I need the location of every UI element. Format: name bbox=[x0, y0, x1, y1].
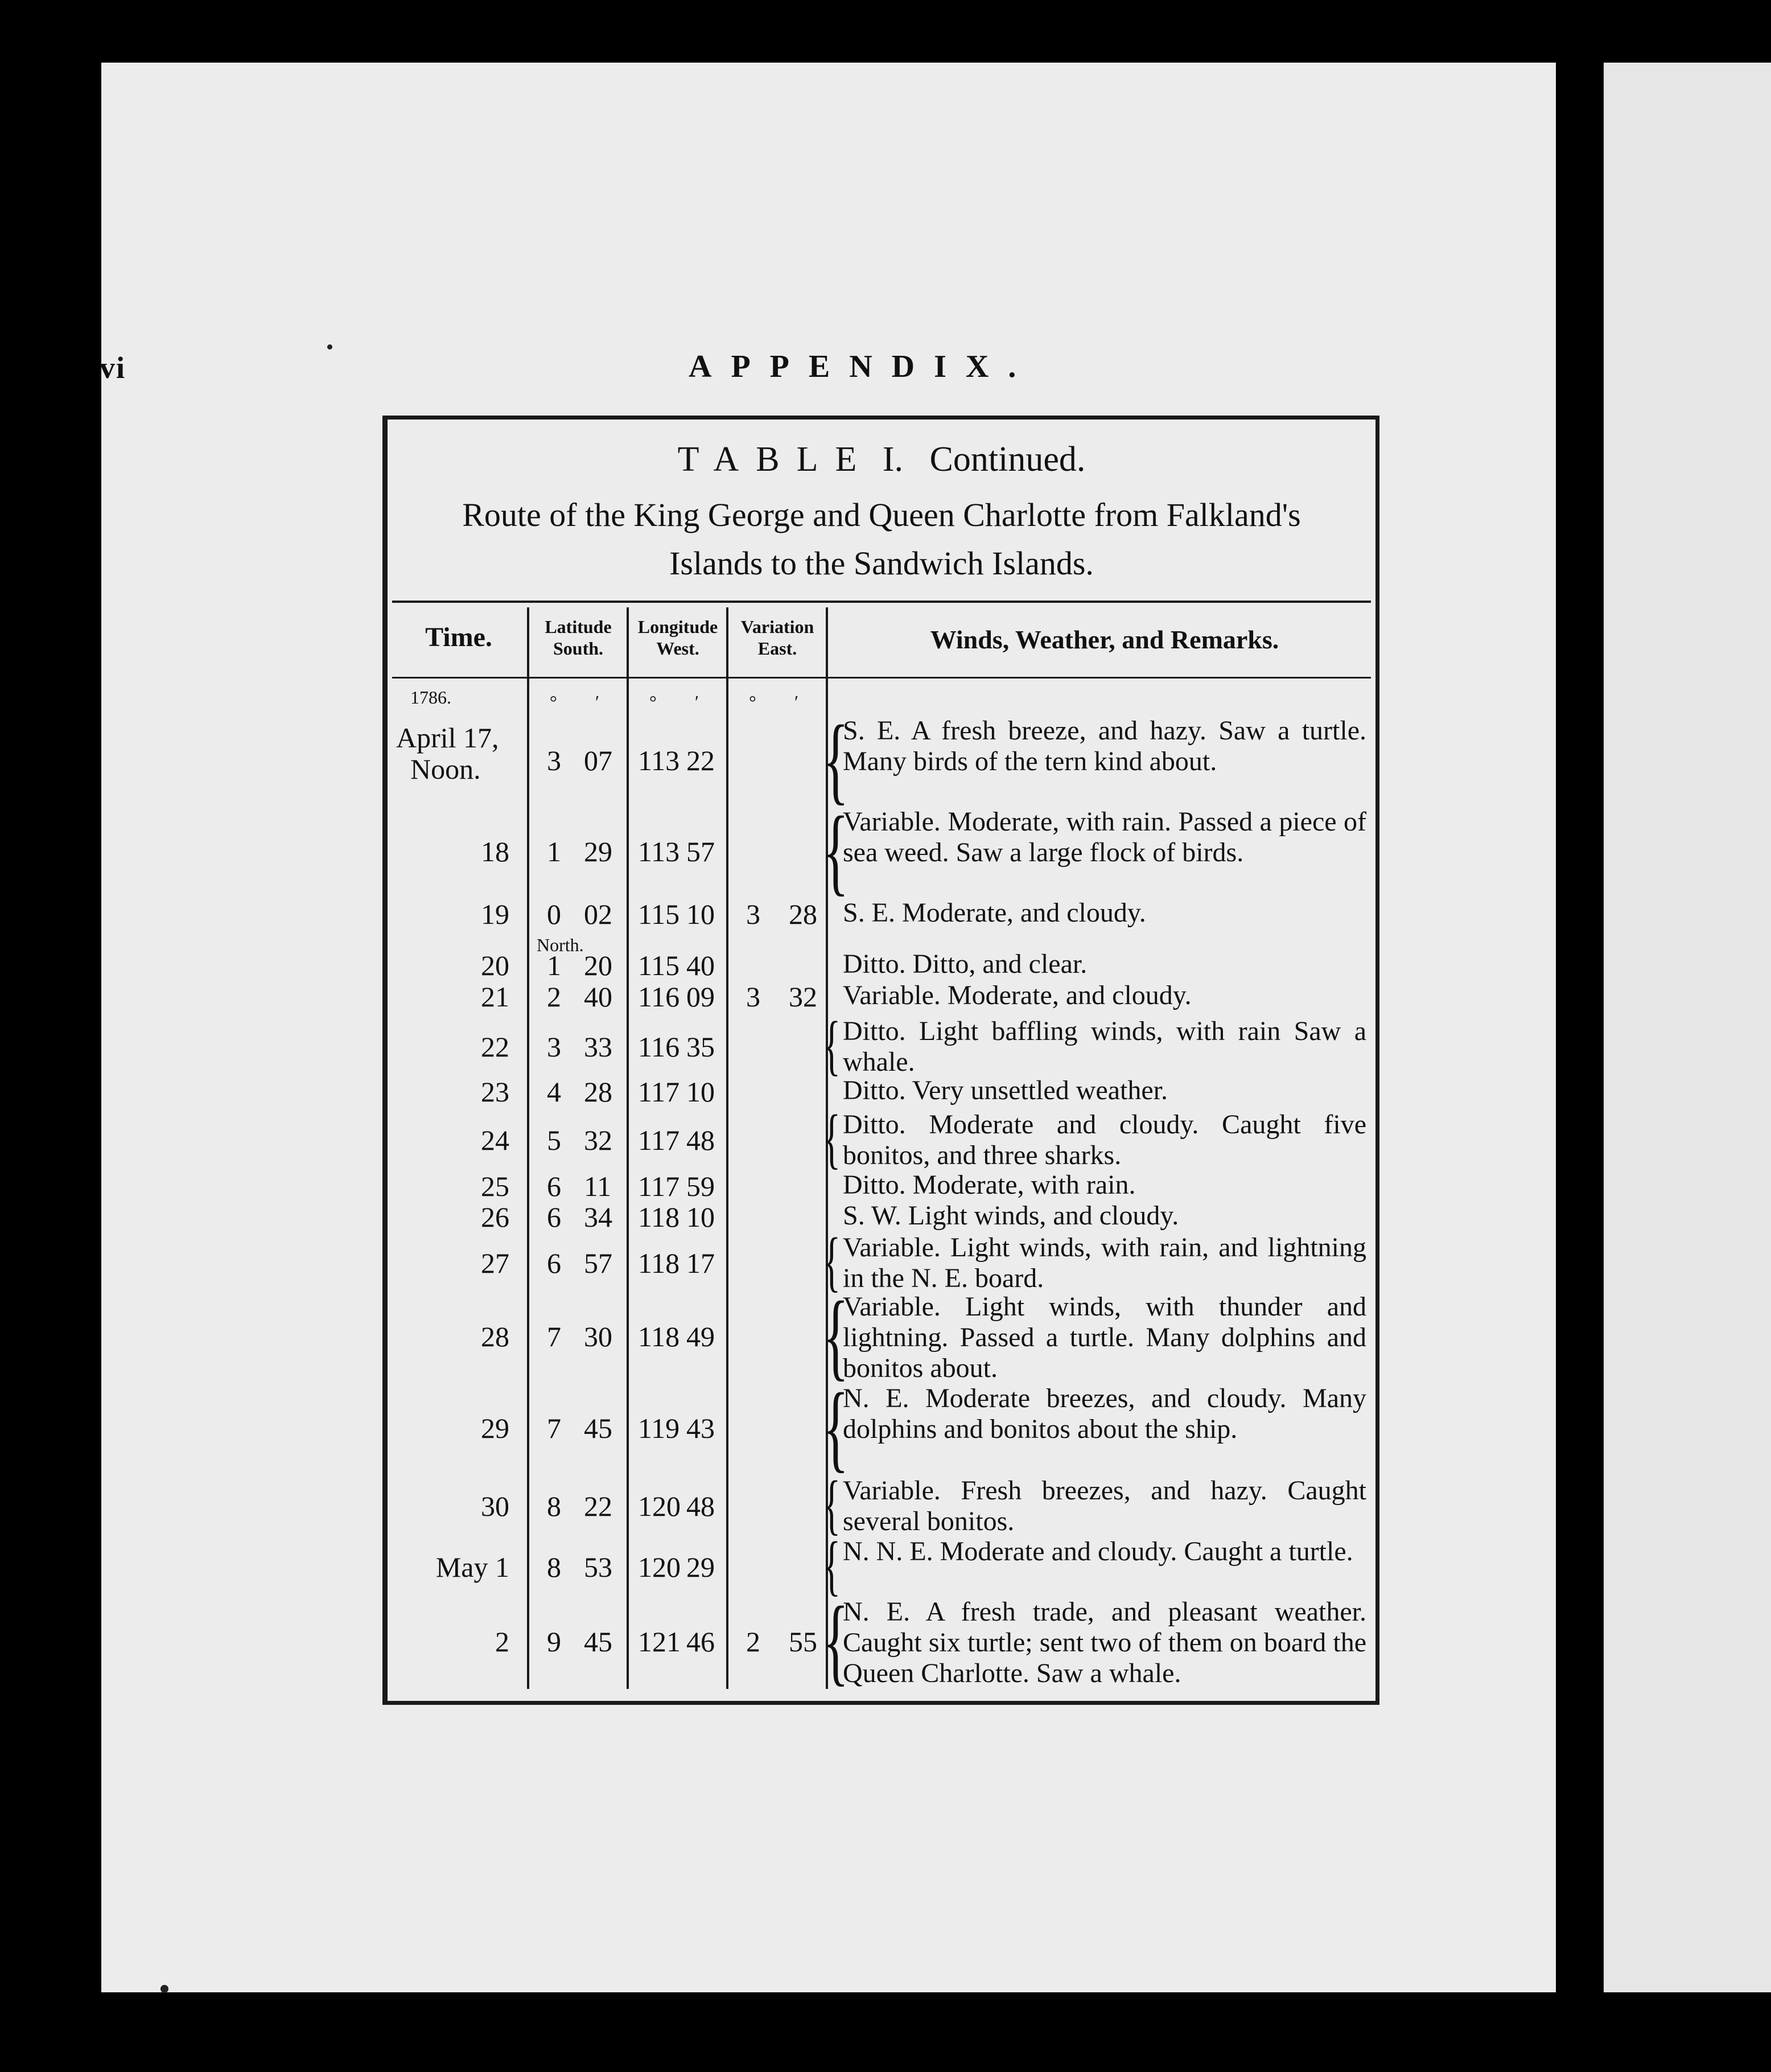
remark-cell: Variable. Fresh breezes, and hazy. Caught several bonitos. bbox=[843, 1475, 1366, 1536]
variation-degrees: 3 bbox=[746, 981, 760, 1013]
longitude-degrees: 117 bbox=[638, 1076, 680, 1108]
time-cell: 23 bbox=[481, 1076, 509, 1108]
time-cell-2: Noon. bbox=[410, 753, 481, 785]
brace-glyph: { bbox=[823, 1008, 841, 1082]
longitude-degrees: 120 bbox=[638, 1551, 681, 1583]
latitude-degrees: 3 bbox=[547, 745, 561, 776]
degree-mark: ° bbox=[550, 692, 557, 712]
minute-mark: ′ bbox=[794, 692, 798, 712]
minute-mark: ′ bbox=[595, 692, 599, 712]
header-rule-top bbox=[392, 601, 1371, 603]
brace-glyph: { bbox=[823, 1587, 849, 1695]
longitude-degrees: 117 bbox=[638, 1124, 680, 1156]
brace-glyph: { bbox=[823, 797, 849, 905]
latitude-minutes: 34 bbox=[584, 1201, 612, 1233]
degree-mark: ° bbox=[649, 692, 657, 712]
time-cell: 27 bbox=[481, 1247, 509, 1279]
latitude-degrees: 3 bbox=[547, 1031, 561, 1063]
time-cell: 20 bbox=[481, 949, 509, 981]
latitude-degrees: 1 bbox=[547, 949, 561, 981]
col-remarks-header: Winds, Weather, and Remarks. bbox=[930, 625, 1279, 654]
longitude-degrees: 118 bbox=[638, 1201, 680, 1233]
remark-cell: Ditto. Very unsettled weather. bbox=[843, 1075, 1168, 1105]
variation-minutes: 32 bbox=[789, 981, 817, 1013]
time-cell: April 17, bbox=[396, 722, 499, 754]
column-divider bbox=[627, 607, 629, 1689]
remark-cell: S. W. Light winds, and cloudy. bbox=[843, 1201, 1179, 1231]
facing-page-edge bbox=[1604, 63, 1771, 1992]
subtitle-line-1: Route of the King George and Queen Charlotte from Falkland's bbox=[462, 496, 1301, 533]
table-title bbox=[388, 439, 1375, 480]
longitude-degrees: 120 bbox=[638, 1490, 681, 1522]
latitude-minutes: 29 bbox=[584, 836, 612, 868]
year-label: 1786. bbox=[410, 687, 451, 708]
longitude-minutes: 48 bbox=[686, 1124, 715, 1156]
variation-degrees: 2 bbox=[746, 1626, 760, 1658]
minute-mark: ′ bbox=[695, 692, 699, 712]
latitude-minutes: 22 bbox=[584, 1490, 612, 1522]
latitude-minutes: 02 bbox=[584, 898, 612, 930]
latitude-minutes: 33 bbox=[584, 1031, 612, 1063]
longitude-minutes: 17 bbox=[686, 1247, 715, 1279]
variation-minutes: 55 bbox=[789, 1626, 817, 1658]
longitude-degrees: 117 bbox=[638, 1170, 680, 1202]
longitude-minutes: 29 bbox=[686, 1551, 715, 1583]
time-cell: 2 bbox=[495, 1626, 509, 1658]
latitude-degrees: 2 bbox=[547, 981, 561, 1013]
remark-cell: Variable. Moderate, and cloudy. bbox=[843, 980, 1192, 1010]
remark-cell: S. E. A fresh breeze, and hazy. Saw a turtle. Many birds of the tern kind about. bbox=[843, 716, 1366, 776]
latitude-degrees: 4 bbox=[547, 1076, 561, 1108]
time-cell: 26 bbox=[481, 1201, 509, 1233]
longitude-degrees: 121 bbox=[638, 1626, 681, 1658]
remark-cell: Variable. Light winds, with thunder and lightning. Passed a turtle. Many dolphins and bonitos about. bbox=[843, 1292, 1366, 1383]
time-cell: 30 bbox=[481, 1490, 509, 1522]
latitude-degrees: 6 bbox=[547, 1247, 561, 1279]
longitude-minutes: 22 bbox=[686, 745, 715, 776]
latitude-degrees: 7 bbox=[547, 1412, 561, 1444]
page-number: vi bbox=[100, 351, 126, 385]
col-variation-header: Variation East. bbox=[740, 616, 814, 659]
longitude-degrees: 119 bbox=[638, 1412, 680, 1444]
longitude-minutes: 09 bbox=[686, 981, 715, 1013]
time-cell: 24 bbox=[481, 1124, 509, 1156]
latitude-degrees: 8 bbox=[547, 1551, 561, 1583]
remark-cell: S. E. Moderate, and cloudy. bbox=[843, 898, 1146, 928]
longitude-degrees: 116 bbox=[638, 1031, 680, 1063]
time-cell: 29 bbox=[481, 1412, 509, 1444]
remark-cell: Variable. Moderate, with rain. Passed a piece of sea weed. Saw a large flock of birds. bbox=[843, 807, 1366, 868]
remark-cell: Ditto. Moderate, with rain. bbox=[843, 1170, 1136, 1200]
title-number: I. bbox=[882, 440, 904, 479]
column-divider bbox=[527, 607, 529, 1689]
latitude-minutes: 57 bbox=[584, 1247, 612, 1279]
time-cell: 22 bbox=[481, 1031, 509, 1063]
latitude-minutes: 45 bbox=[584, 1412, 612, 1444]
latitude-degrees: 8 bbox=[547, 1490, 561, 1522]
degree-mark: ° bbox=[749, 692, 756, 712]
remark-cell: Variable. Light winds, with rain, and lightning in the N. E. board. bbox=[843, 1232, 1366, 1293]
latitude-minutes: 32 bbox=[584, 1124, 612, 1156]
longitude-degrees: 115 bbox=[638, 898, 680, 930]
longitude-degrees: 116 bbox=[638, 981, 680, 1013]
brace-glyph: { bbox=[823, 1101, 841, 1175]
time-cell: 21 bbox=[481, 981, 509, 1013]
title-word: TABLE bbox=[677, 440, 874, 479]
longitude-minutes: 10 bbox=[686, 1201, 715, 1233]
brace-glyph: { bbox=[823, 1467, 841, 1541]
ink-speck bbox=[160, 1985, 168, 1993]
remark-cell: N. E. Moderate breezes, and cloudy. Many dolphins and bonitos about the ship. bbox=[843, 1383, 1366, 1444]
variation-degrees: 3 bbox=[746, 898, 760, 930]
longitude-minutes: 40 bbox=[686, 949, 715, 981]
longitude-minutes: 57 bbox=[686, 836, 715, 868]
longitude-degrees: 113 bbox=[638, 745, 680, 776]
longitude-degrees: 118 bbox=[638, 1247, 680, 1279]
latitude-minutes: 20 bbox=[584, 949, 612, 981]
column-divider bbox=[726, 607, 728, 1689]
table-subtitle bbox=[388, 491, 1375, 587]
time-cell: 19 bbox=[481, 898, 509, 930]
latitude-minutes: 40 bbox=[584, 981, 612, 1013]
latitude-degrees: 1 bbox=[547, 836, 561, 868]
latitude-minutes: 45 bbox=[584, 1626, 612, 1658]
longitude-minutes: 59 bbox=[686, 1170, 715, 1202]
latitude-minutes: 30 bbox=[584, 1321, 612, 1352]
brace-glyph: { bbox=[823, 1374, 849, 1482]
latitude-minutes: 53 bbox=[584, 1551, 612, 1583]
latitude-degrees: 6 bbox=[547, 1170, 561, 1202]
title-continued: Continued. bbox=[929, 440, 1086, 479]
subtitle-line-2: Islands to the Sandwich Islands. bbox=[669, 545, 1094, 582]
latitude-minutes: 11 bbox=[584, 1170, 612, 1202]
col-longitude-header: Longitude West. bbox=[637, 616, 718, 659]
latitude-minutes: 28 bbox=[584, 1076, 612, 1108]
longitude-degrees: 113 bbox=[638, 836, 680, 868]
brace-glyph: { bbox=[823, 1528, 841, 1602]
latitude-degrees: 0 bbox=[547, 898, 561, 930]
time-cell: 28 bbox=[481, 1321, 509, 1352]
ink-speck bbox=[327, 344, 332, 350]
longitude-minutes: 35 bbox=[686, 1031, 715, 1063]
header-rule-bottom bbox=[392, 677, 1371, 679]
running-head: APPENDIX. bbox=[689, 349, 1036, 384]
longitude-minutes: 10 bbox=[686, 1076, 715, 1108]
time-cell: 18 bbox=[481, 836, 509, 868]
time-cell: 25 bbox=[481, 1170, 509, 1202]
latitude-degrees: 7 bbox=[547, 1321, 561, 1352]
col-latitude-header: Latitude South. bbox=[545, 616, 612, 659]
remark-cell: N. N. E. Moderate and cloudy. Caught a turtle. bbox=[843, 1536, 1353, 1567]
brace-glyph: { bbox=[823, 1224, 841, 1298]
remark-cell: Ditto. Light baffling winds, with rain Saw a whale. bbox=[843, 1016, 1366, 1077]
longitude-minutes: 48 bbox=[686, 1490, 715, 1522]
longitude-degrees: 118 bbox=[638, 1321, 680, 1352]
latitude-degrees: 9 bbox=[547, 1626, 561, 1658]
longitude-minutes: 10 bbox=[686, 898, 715, 930]
variation-minutes: 28 bbox=[789, 898, 817, 930]
data-table bbox=[382, 416, 1379, 1705]
remark-cell: Ditto. Moderate and cloudy. Caught five bonitos, and three sharks. bbox=[843, 1109, 1366, 1170]
remark-cell: Ditto. Ditto, and clear. bbox=[843, 949, 1088, 979]
longitude-degrees: 115 bbox=[638, 949, 680, 981]
latitude-degrees: 5 bbox=[547, 1124, 561, 1156]
brace-glyph: { bbox=[823, 706, 849, 814]
longitude-minutes: 46 bbox=[686, 1626, 715, 1658]
brace-glyph: { bbox=[823, 1282, 849, 1390]
latitude-degrees: 6 bbox=[547, 1201, 561, 1233]
col-time-header: Time. bbox=[425, 622, 492, 652]
time-cell: May 1 bbox=[435, 1551, 509, 1583]
longitude-minutes: 43 bbox=[686, 1412, 715, 1444]
north-label: North. bbox=[537, 935, 584, 955]
longitude-minutes: 49 bbox=[686, 1321, 715, 1352]
remark-cell: N. E. A fresh trade, and pleasant weather. Caught six turtle; sent two of them on board the Queen Charlotte. Saw a whale. bbox=[843, 1597, 1366, 1688]
latitude-minutes: 07 bbox=[584, 745, 612, 776]
